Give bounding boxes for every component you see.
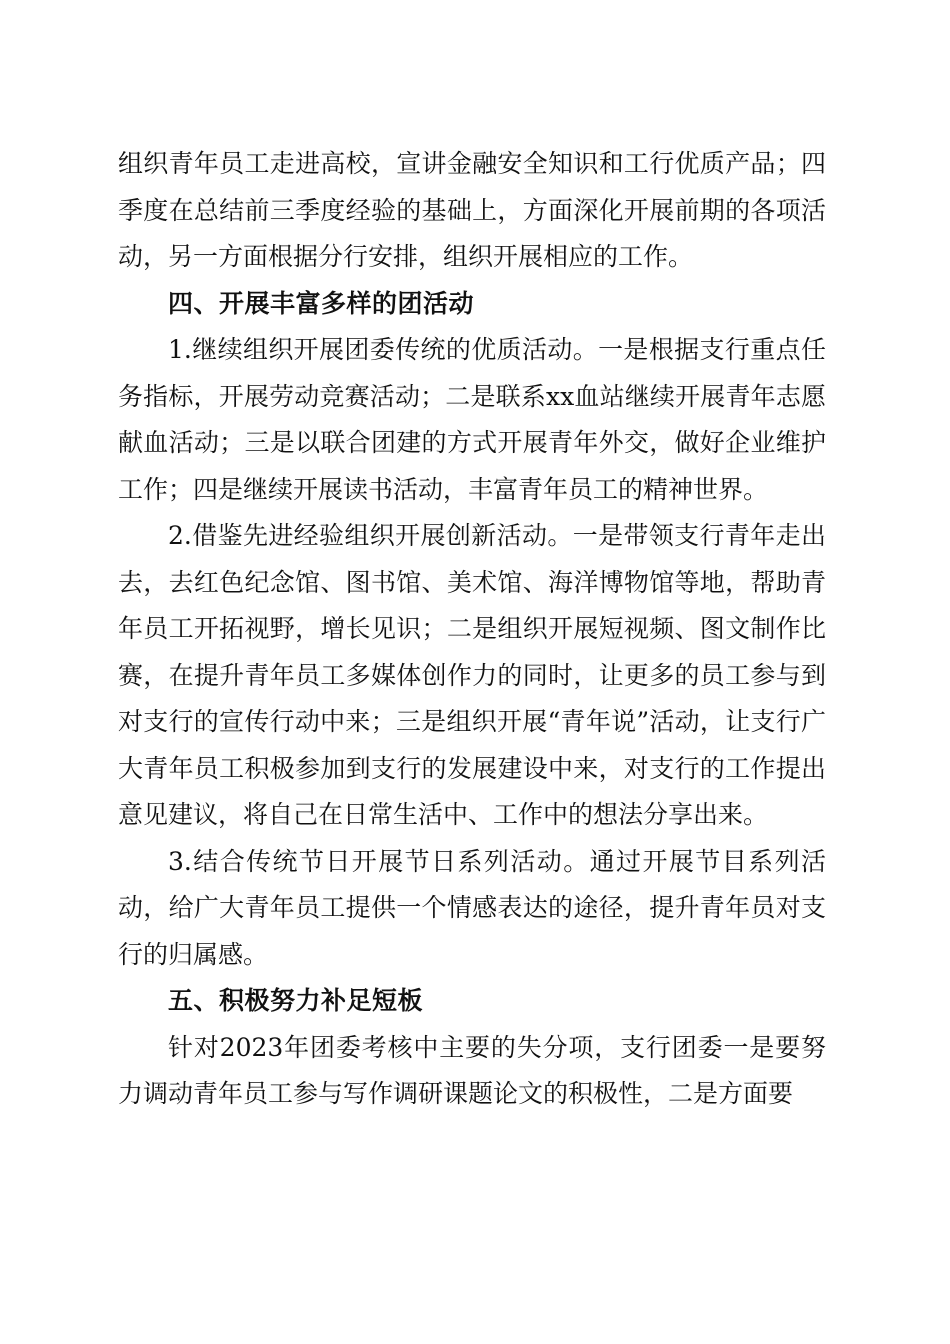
paragraph-item-2: 2.借鉴先进经验组织开展创新活动。一是带领支行青年走出去，去红色纪念馆、图书馆、美术馆、海洋博物馆等地，帮助青年员工开拓视野，增长见识；二是组织开展短视频、图文制作比赛，在提升青年员工多媒体创作力的同时，让更多的员工参与到对支行的宣传行动中来；三是组织开展“青年说”活动，让支行广大青年员工积极参加到支行的发展建设中来，对支行的工作提出意见建议，将自己在日常生活中、工作中的想法分享出来。: [118, 521, 826, 829]
paragraph-item-1: 1.继续组织开展团委传统的优质活动。一是根据支行重点任务指标，开展劳动竞赛活动；二是联系xx血站继续开展青年志愿献血活动；三是以联合团建的方式开展青年外交，做好企业维护工作；四是继续开展读书活动，丰富青年员工的精神世界。: [118, 335, 826, 504]
paragraph-shortfall: 针对2023年团委考核中主要的失分项，支行团委一是要努力调动青年员工参与写作调研课题论文的积极性，二是方面要: [118, 1032, 826, 1108]
section-heading-5: 五、积极努力补足短板: [168, 986, 424, 1015]
section-heading-4: 四、开展丰富多样的团活动: [168, 288, 475, 318]
paragraph-item-3: 3.结合传统节日开展节日系列活动。通过开展节目系列活动，给广大青年员工提供一个情感表达的途径，提升青年员对支行的归属感。: [118, 846, 826, 969]
paragraph-continuation: 组织青年员工走进高校，宣讲金融安全知识和工行优质产品；四季度在总结前三季度经验的基础上，方面深化开展前期的各项活动，另一方面根据分行安排，组织开展相应的工作。: [118, 149, 826, 271]
document-body: [118, 141, 826, 1118]
